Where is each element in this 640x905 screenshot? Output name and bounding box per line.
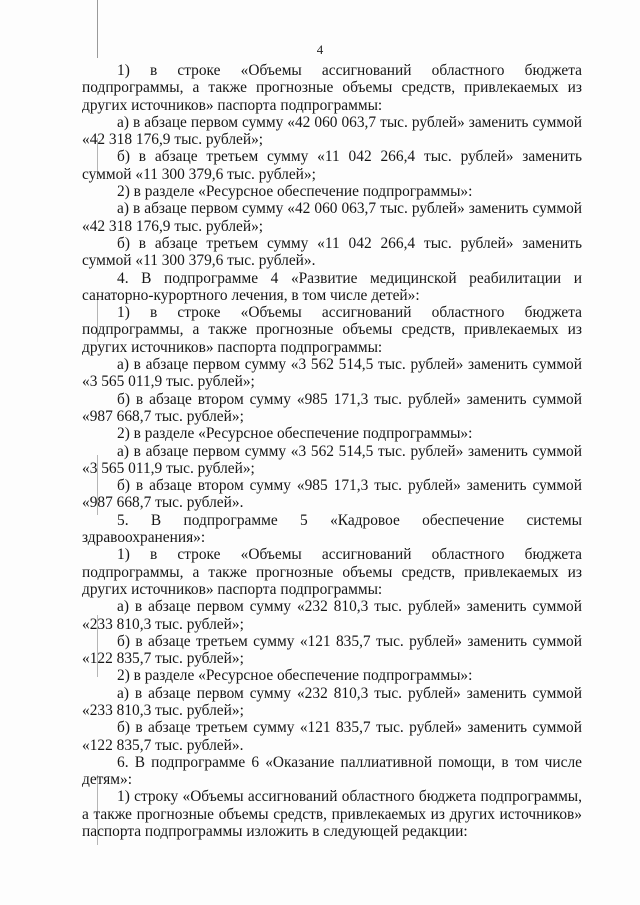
paragraph: б) в абзаце третьем сумму «11 042 266,4 тыс. рублей» заменить суммой «11 300 379,6 тыс. рублей».	[82, 234, 582, 270]
paragraph: 2) в разделе «Ресурсное обеспечение подпрограммы»:	[117, 183, 473, 201]
paragraph: 1) в строке «Объемы ассигнований областного бюджета подпрограммы, а также прогнозные объемы средств, привлекаемых из других источников» паспорта подпрограммы:	[82, 546, 582, 598]
paragraph: б) в абзаце третьем сумму «11 042 266,4 тыс. рублей» заменить суммой «11 300 379,6 тыс. рублей»;	[82, 148, 582, 183]
paragraph: а) в абзаце первом сумму «42 060 063,7 тыс. рублей» заменить суммой «42 318 176,9 тыс. рублей»;	[82, 200, 582, 235]
paragraph: а) в абзаце первом сумму «3 562 514,5 тыс. рублей» заменить суммой «3 565 011,9 тыс. рублей»;	[82, 442, 582, 477]
paragraph: 1) строку «Объемы ассигнований областного бюджета подпрограммы, а также прогнозные объемы средств, привлекаемых из других источников» паспорта подпрограммы изложить в следующей редакции:	[82, 788, 582, 841]
paragraph: а) в абзаце первом сумму «42 060 063,7 тыс. рублей» заменить суммой «42 318 176,9 тыс. рублей»;	[82, 113, 582, 149]
paragraph: 1) в строке «Объемы ассигнований областного бюджета подпрограммы, а также прогнозные объемы средств, привлекаемых из других источников» паспорта подпрограммы:	[82, 304, 582, 356]
paragraph: а) в абзаце первом сумму «232 810,3 тыс. рублей» заменить суммой «233 810,3 тыс. рублей»;	[82, 684, 582, 719]
paragraph: б) в абзаце втором сумму «985 171,3 тыс. рублей» заменить суммой «987 668,7 тыс. рублей»;	[82, 390, 582, 425]
page-number: 4	[316, 42, 324, 57]
paragraph: 2) в разделе «Ресурсное обеспечение подпрограммы»:	[117, 667, 473, 685]
document-body	[82, 62, 582, 840]
paragraph: б) в абзаце третьем сумму «121 835,7 тыс. рублей» заменить суммой «122 835,7 тыс. рублей»;	[82, 632, 582, 668]
paragraph: 4. В подпрограмме 4 «Развитие медицинской реабилитации и санаторно-курортного лечения, в том числе детей»:	[82, 269, 582, 304]
paragraph: б) в абзаце втором сумму «985 171,3 тыс. рублей» заменить суммой «987 668,7 тыс. рублей».	[82, 477, 582, 512]
paragraph: 5. В подпрограмме 5 «Кадровое обеспечение системы здравоохранения»:	[82, 511, 582, 547]
paragraph: б) в абзаце третьем сумму «121 835,7 тыс. рублей» заменить суммой «122 835,7 тыс. рублей».	[82, 719, 582, 754]
paragraph: а) в абзаце первом сумму «232 810,3 тыс. рублей» заменить суммой «233 810,3 тыс. рублей»;	[82, 598, 582, 633]
paragraph: а) в абзаце первом сумму «3 562 514,5 тыс. рублей» заменить суммой «3 565 011,9 тыс. рублей»;	[82, 356, 582, 391]
paragraph: 6. В подпрограмме 6 «Оказание паллиативной помощи, в том числе детям»:	[82, 753, 582, 789]
paragraph: 2) в разделе «Ресурсное обеспечение подпрограммы»:	[117, 425, 473, 443]
paragraph: 1) в строке «Объемы ассигнований областного бюджета подпрограммы, а также прогнозные объемы средств, привлекаемых из других источников» паспорта подпрограммы:	[82, 62, 582, 114]
